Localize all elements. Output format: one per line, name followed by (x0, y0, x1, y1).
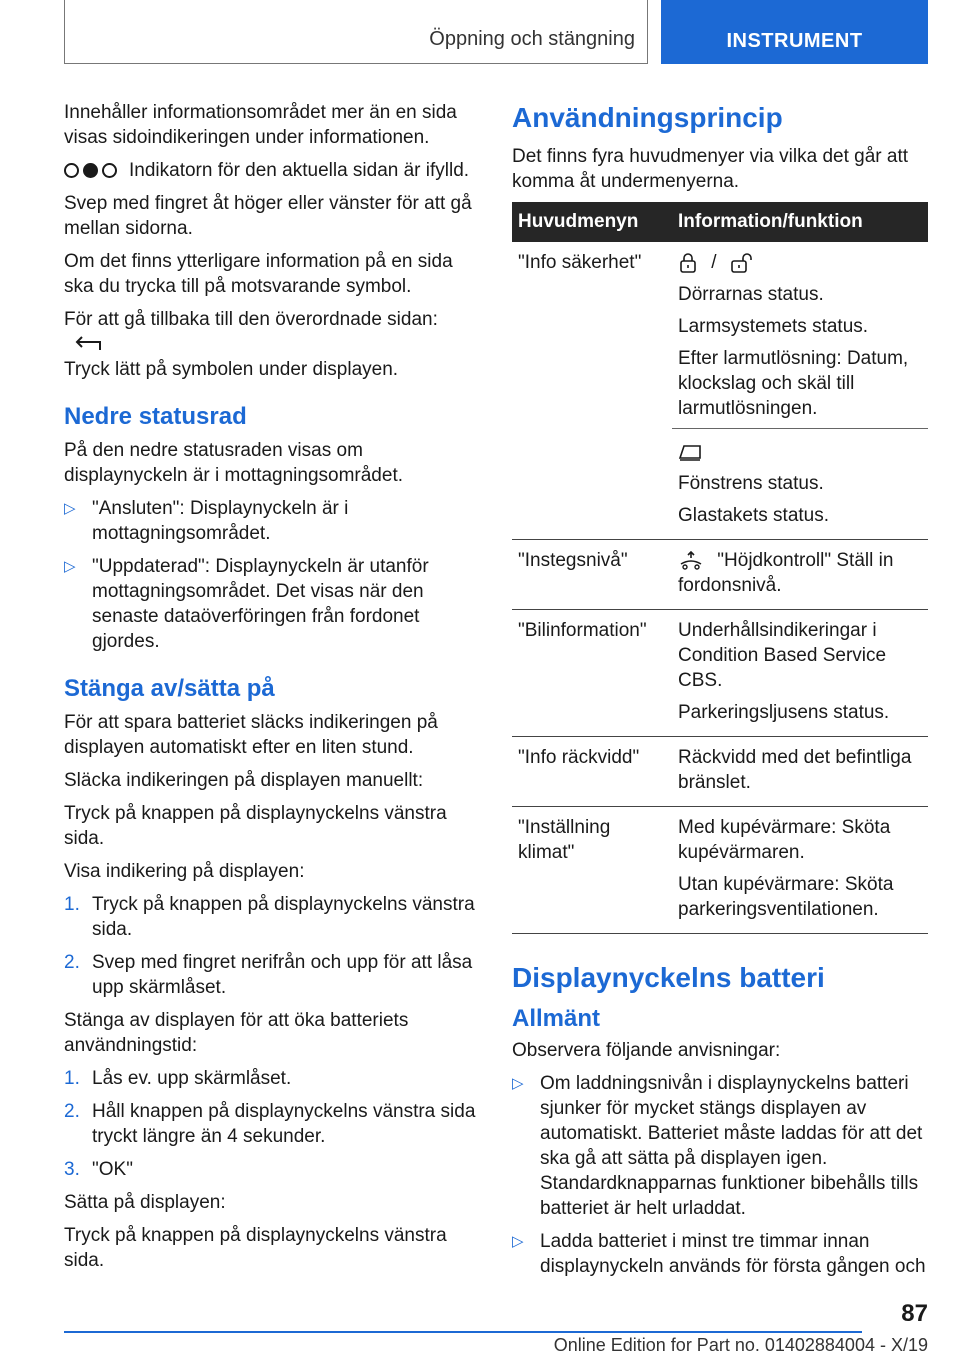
icon-line (678, 548, 922, 598)
paragraph: Tryck på knappen på displaynyckelns vänstra sida. (64, 803, 447, 849)
table-row (512, 242, 928, 540)
list-item (64, 1157, 476, 1182)
table-row (512, 610, 928, 737)
heading-status-bar: Nedre statusrad (64, 403, 247, 430)
list-item-text: "Uppdaterad": Displaynyckeln är utanför mottagningsområdet. Det visas när den senaste dataöverföringen från fordonet gjordes. (92, 556, 429, 652)
list-item-text: Om laddningsnivån i displaynyckelns batteri sjunker för mycket stängs displayen av automatiskt. Batteriet måste laddas för att det ska gå att sätta på displayen igen. Standardknapparnas funktioner bibehålls tills batteriet är helt urladdat. (540, 1073, 923, 1219)
page-indicator-row (64, 158, 476, 183)
list-item (64, 1066, 476, 1091)
paragraph: Svep med fingret åt höger eller vänster för att gå mellan sidorna. (64, 193, 472, 239)
paragraph: Tryck på knappen på displaynyckelns vänstra sida. (64, 1225, 447, 1271)
bullet-triangle-icon: ▷ (512, 1075, 524, 1092)
table-cell-menu: "Inställning klimat" (512, 807, 672, 934)
header-chapter-tab (661, 0, 928, 64)
list-item-text: Tryck på knappen på displaynyckelns vänstra sida. (92, 894, 475, 940)
menu-table (512, 202, 928, 934)
table-cell-info (672, 737, 928, 807)
list-item (64, 892, 476, 942)
paragraph: Sätta på displayen: (64, 1192, 226, 1213)
lock-open-icon (730, 253, 756, 273)
list-item-text: "OK" (92, 1159, 133, 1180)
table-header-row (512, 202, 928, 242)
paragraph: Observera följande anvisningar: (512, 1040, 781, 1061)
paragraph-back (64, 307, 476, 357)
table-cell-info (672, 540, 928, 610)
table-row (512, 540, 928, 610)
window-icon (678, 442, 704, 462)
list-item (64, 554, 476, 654)
step-number: 1. (64, 894, 80, 915)
cell-divider (672, 428, 928, 429)
paragraph: Om det finns ytterligare information på en sida ska du trycka till på motsvarande symbol. (64, 251, 453, 297)
page-header (64, 0, 928, 66)
table-cell-info (672, 807, 928, 934)
table-cell-menu: "Info säkerhet" (512, 242, 672, 540)
table-cell-menu: "Instegsnivå" (512, 540, 672, 610)
cell-text: Efter larmutlösning: Datum, klockslag och skäl till larmutlösningen. (678, 348, 909, 419)
list-item (64, 1099, 476, 1149)
indicator-text: Indikatorn för den aktuella sidan är ifylld. (129, 160, 470, 181)
cell-text: Fönstrens status. (678, 473, 824, 494)
cell-text: Parkeringsljusens status. (678, 702, 890, 723)
step-number: 1. (64, 1068, 80, 1089)
heading-on-off: Stänga av/sätta på (64, 675, 275, 702)
list-item-text: Svep med fingret nerifrån och upp för att låsa upp skärmlåset. (92, 952, 473, 998)
paragraph: Stänga av displayen för att öka batteriets användningstid: (64, 1010, 409, 1056)
page-number: 87 (901, 1300, 928, 1327)
back-text: För att gå tillbaka till den överordnade sidan: (64, 309, 438, 330)
list-item (512, 1229, 928, 1279)
heading-principle: Användningsprincip (512, 102, 783, 133)
bullet-triangle-icon: ▷ (64, 558, 76, 575)
list-item (512, 1071, 928, 1221)
table-cell-info (672, 242, 928, 540)
footer-rule (64, 1331, 862, 1333)
cell-text: Larmsystemets status. (678, 316, 869, 337)
header-section-box (64, 0, 648, 64)
step-number: 2. (64, 952, 80, 973)
list-item-text: Ladda batteriet i minst tre timmar innan displaynyckeln används för första gången och (540, 1231, 926, 1277)
cell-text: Dörrarnas status. (678, 284, 824, 305)
heading-general: Allmänt (512, 1005, 601, 1032)
table-row (512, 737, 928, 807)
heading-battery: Displaynyckelns batteri (512, 962, 825, 993)
page-dots-icon (64, 163, 117, 178)
return-arrow-icon (74, 336, 104, 354)
footer-edition: Online Edition for Part no. 01402884004 - X/19 (553, 1335, 928, 1355)
page-dot-empty-icon (102, 163, 117, 178)
table-cell-info (672, 610, 928, 737)
list-item-text: Lås ev. upp skärmlåset. (92, 1068, 292, 1089)
header-section-title: Öppning och stängning (429, 28, 635, 50)
cell-text: Med kupévärmare: Sköta kupévärmaren. (678, 817, 891, 863)
table-cell-menu: "Info räckvidd" (512, 737, 672, 807)
cell-text: Glastakets status. (678, 505, 830, 526)
right-column (512, 100, 928, 1287)
bullet-triangle-icon: ▷ (64, 500, 76, 517)
page-dot-filled-icon (83, 163, 98, 178)
lock-closed-icon (678, 253, 698, 273)
paragraph: Visa indikering på displayen: (64, 861, 305, 882)
list-item (64, 496, 476, 546)
height-control-icon (678, 551, 704, 571)
icon-separator: / (711, 252, 717, 273)
cell-text: "Höjdkontroll" Ställ in fordonsnivå. (678, 550, 894, 596)
list-item-text: Håll knappen på displaynyckelns vänstra sida tryckt längre än 4 sekunder. (92, 1101, 476, 1147)
icon-line (678, 439, 922, 464)
cell-text: Utan kupévärmare: Sköta parkeringsventilationen. (678, 874, 894, 920)
icon-line (678, 250, 922, 275)
paragraph: Innehåller informationsområdet mer än en sida visas sidoindikeringen under informationen. (64, 102, 457, 148)
left-column (64, 100, 476, 1281)
paragraph: Det finns fyra huvudmenyer via vilka det går att komma åt undermenyerna. (512, 146, 909, 192)
cell-text: Räckvidd med det befintliga bränslet. (678, 747, 912, 793)
table-cell-menu: "Bilinformation" (512, 610, 672, 737)
paragraph: För att spara batteriet släcks indikeringen på displayen automatiskt efter en liten stund. (64, 712, 438, 758)
list-item (64, 950, 476, 1000)
paragraph: På den nedre statusraden visas om displaynyckeln är i mottagningsområdet. (64, 440, 404, 486)
cell-text: Underhållsindikeringar i Condition Based Service CBS. (678, 620, 887, 691)
page-dot-empty-icon (64, 163, 79, 178)
bullet-triangle-icon: ▷ (512, 1233, 524, 1250)
table-header-cell: Information/funktion (672, 202, 928, 242)
list-item-text: "Ansluten": Displaynyckeln är i mottagningsområdet. (92, 498, 349, 544)
paragraph: Tryck lätt på symbolen under displayen. (64, 359, 399, 380)
step-number: 2. (64, 1101, 80, 1122)
step-number: 3. (64, 1159, 80, 1180)
table-row (512, 807, 928, 934)
header-chapter-title: INSTRUMENT (726, 30, 863, 52)
table-header-cell: Huvudmenyn (512, 202, 672, 242)
paragraph: Släcka indikeringen på displayen manuellt: (64, 770, 424, 791)
